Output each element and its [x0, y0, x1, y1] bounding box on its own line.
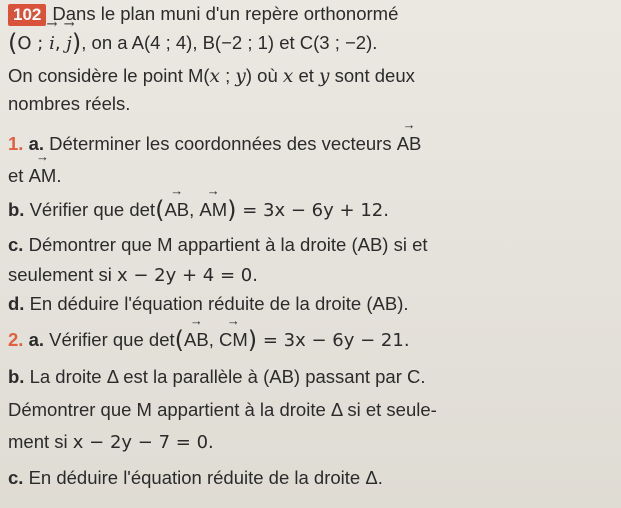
question-1a-line-1	[8, 132, 615, 156]
question-1b-line	[8, 198, 615, 223]
intro-text-2: , on a A(4 ; 4), B(−2 ; 1) et C(3 ; −2).	[81, 32, 378, 53]
det-open-2: (	[174, 326, 184, 354]
question-2a-label: a.	[28, 329, 45, 350]
question-2a-text: Vérifier que det	[49, 329, 175, 350]
det-comma-1: ,	[189, 199, 200, 220]
intro-text-3e: sont deux	[329, 65, 415, 86]
var-x-2: x	[282, 66, 294, 87]
question-1d-label: d.	[8, 293, 25, 314]
question-1c-line-2	[8, 263, 615, 288]
repere-math: (	[8, 29, 18, 57]
question-2b-equation: x − 2y − 7 = 0.	[72, 432, 214, 453]
det-comma-2: ,	[208, 329, 219, 350]
question-1c-line-1	[8, 233, 615, 257]
vector-j: → j	[66, 32, 72, 56]
question-1a-text-1: Déterminer les coordonnées des vecteurs	[49, 133, 397, 154]
repere-origin: O	[17, 33, 32, 54]
vector-ab-2: → AB	[164, 198, 189, 222]
exercise-intro-line-4: nombres réels.	[8, 93, 131, 114]
question-1d-text: En déduire l'équation réduite de la droite (AB).	[29, 293, 409, 314]
exercise-intro-line-2	[8, 31, 615, 56]
intro-text-3d: et	[293, 65, 320, 86]
question-1b-equation: = 3x − 6y + 12.	[236, 200, 389, 221]
det-close-1: )	[227, 196, 237, 224]
question-2b-line-3	[8, 430, 615, 455]
question-1b-text: Vérifier que det	[29, 199, 156, 220]
var-y-2: y	[319, 66, 330, 87]
question-1c-label: c.	[8, 234, 24, 255]
intro-text-3b: ;	[219, 65, 236, 86]
question-2-number: 2.	[8, 329, 24, 350]
question-2b-line-2: Démontrer que M appartient à la droite Δ si et seule-	[8, 399, 437, 420]
question-2b-label: b.	[8, 366, 25, 387]
question-1c-equation: x − 2y + 4 = 0.	[117, 265, 258, 286]
vector-ab-3: → AB	[184, 328, 209, 352]
question-1d-line	[8, 292, 615, 316]
question-1c-text-2: seulement si	[8, 264, 117, 285]
vector-am: → AM	[29, 164, 57, 188]
repere-sep-1: ;	[31, 33, 50, 54]
exercise-intro-line-3	[8, 64, 615, 89]
det-open-1: (	[155, 196, 165, 224]
question-1-number: 1.	[8, 133, 24, 154]
repere-comma: ,	[54, 33, 67, 54]
question-2c-label: c.	[8, 467, 24, 488]
vector-am-2: → AM	[199, 198, 227, 222]
intro-text-1: Dans le plan muni d'un repère orthonormé	[52, 3, 399, 24]
question-1a-label: a.	[28, 133, 45, 154]
question-2a-line	[8, 328, 615, 353]
question-2c-line	[8, 466, 615, 490]
vector-i: → i	[49, 32, 55, 56]
var-x: x	[209, 66, 220, 87]
question-2c-text: En déduire l'équation réduite de la droite Δ.	[28, 467, 383, 488]
question-2a-equation: = 3x − 6y − 21.	[257, 330, 410, 351]
vector-cm: → CM	[219, 328, 248, 352]
question-1a-text-2: et	[8, 165, 29, 186]
exercise-intro-line-1	[8, 2, 615, 26]
var-y: y	[235, 66, 246, 87]
repere-close: )	[71, 29, 82, 57]
question-1a-line-2	[8, 164, 615, 188]
question-1b-label: b.	[8, 199, 25, 220]
question-2b-text-1: La droite Δ est la parallèle à (AB) passant par C.	[29, 366, 426, 387]
vector-ab: → AB	[397, 132, 422, 156]
question-2b-line-1	[8, 365, 615, 389]
question-2b-text-3: ment si	[8, 431, 73, 452]
intro-text-3c: ) où	[245, 65, 283, 86]
det-close-2: )	[247, 326, 258, 354]
exercise-number-badge: 102	[8, 4, 46, 26]
intro-text-3a: On considère le point M(	[8, 65, 210, 86]
question-1a-text-3: .	[56, 165, 62, 186]
question-1c-text-1: Démontrer que M appartient à la droite (AB) si et	[28, 234, 428, 255]
